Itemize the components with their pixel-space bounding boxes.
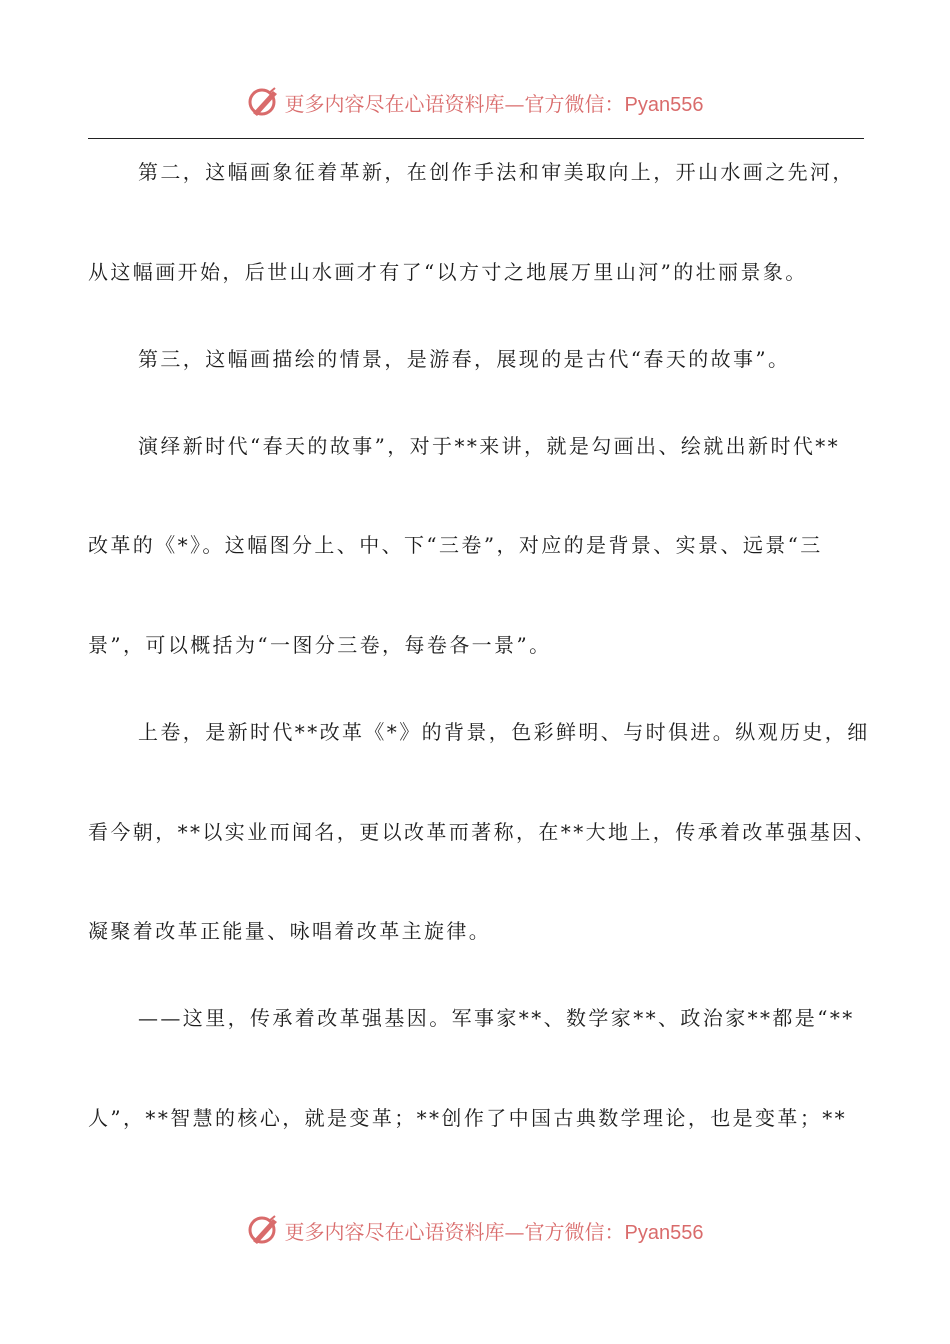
footer-banner: [0, 1210, 950, 1250]
body-line-10: ——这里，传承着改革强基因。军事家**、数学家**、政治家**都是“**: [138, 1006, 855, 1030]
body-line-11: 人”，**智慧的核心，就是变革；**创作了中国古典数学理论，也是变革；**: [88, 1106, 848, 1130]
body-line-6: 景”，可以概括为“一图分三卷，每卷各一景”。: [88, 633, 552, 657]
header-banner: [0, 82, 950, 122]
body-line-1: 第二，这幅画象征着革新，在创作手法和审美取向上，开山水画之先河，: [138, 160, 855, 184]
header-brand-label: 更多内容尽在心语资料库—官方微信：: [284, 91, 625, 116]
header-wechat-id: Pyan556: [624, 93, 704, 116]
footer-wechat-id: Pyan556: [624, 1221, 704, 1244]
body-line-5: 改革的《*》。这幅图分上、中、下“三卷”，对应的是背景、实景、远景“三: [88, 533, 823, 557]
body-line-4: 演绎新时代“春天的故事”，对于**来讲，就是勾画出、绘就出新时代**: [138, 434, 841, 458]
header-brand-text: [285, 88, 704, 117]
pen-logo-icon: [247, 85, 281, 119]
footer-brand-label: 更多内容尽在心语资料库—官方微信：: [284, 1219, 625, 1244]
pen-logo-icon: [247, 1213, 281, 1247]
footer-brand-text: [285, 1216, 704, 1245]
body-line-9: 凝聚着改革正能量、咏唱着改革主旋律。: [88, 919, 492, 943]
body-line-7: 上卷，是新时代**改革《*》的背景，色彩鲜明、与时俱进。纵观历史，细: [138, 720, 870, 744]
header-rule: [88, 138, 864, 139]
body-line-3: 第三，这幅画描绘的情景，是游春，展现的是古代“春天的故事”。: [138, 347, 791, 371]
body-line-2: 从这幅画开始，后世山水画才有了“以方寸之地展万里山河”的壮丽景象。: [88, 260, 808, 284]
body-line-8: 看今朝，**以实业而闻名，更以改革而著称，在**大地上，传承着改革强基因、: [88, 820, 877, 844]
